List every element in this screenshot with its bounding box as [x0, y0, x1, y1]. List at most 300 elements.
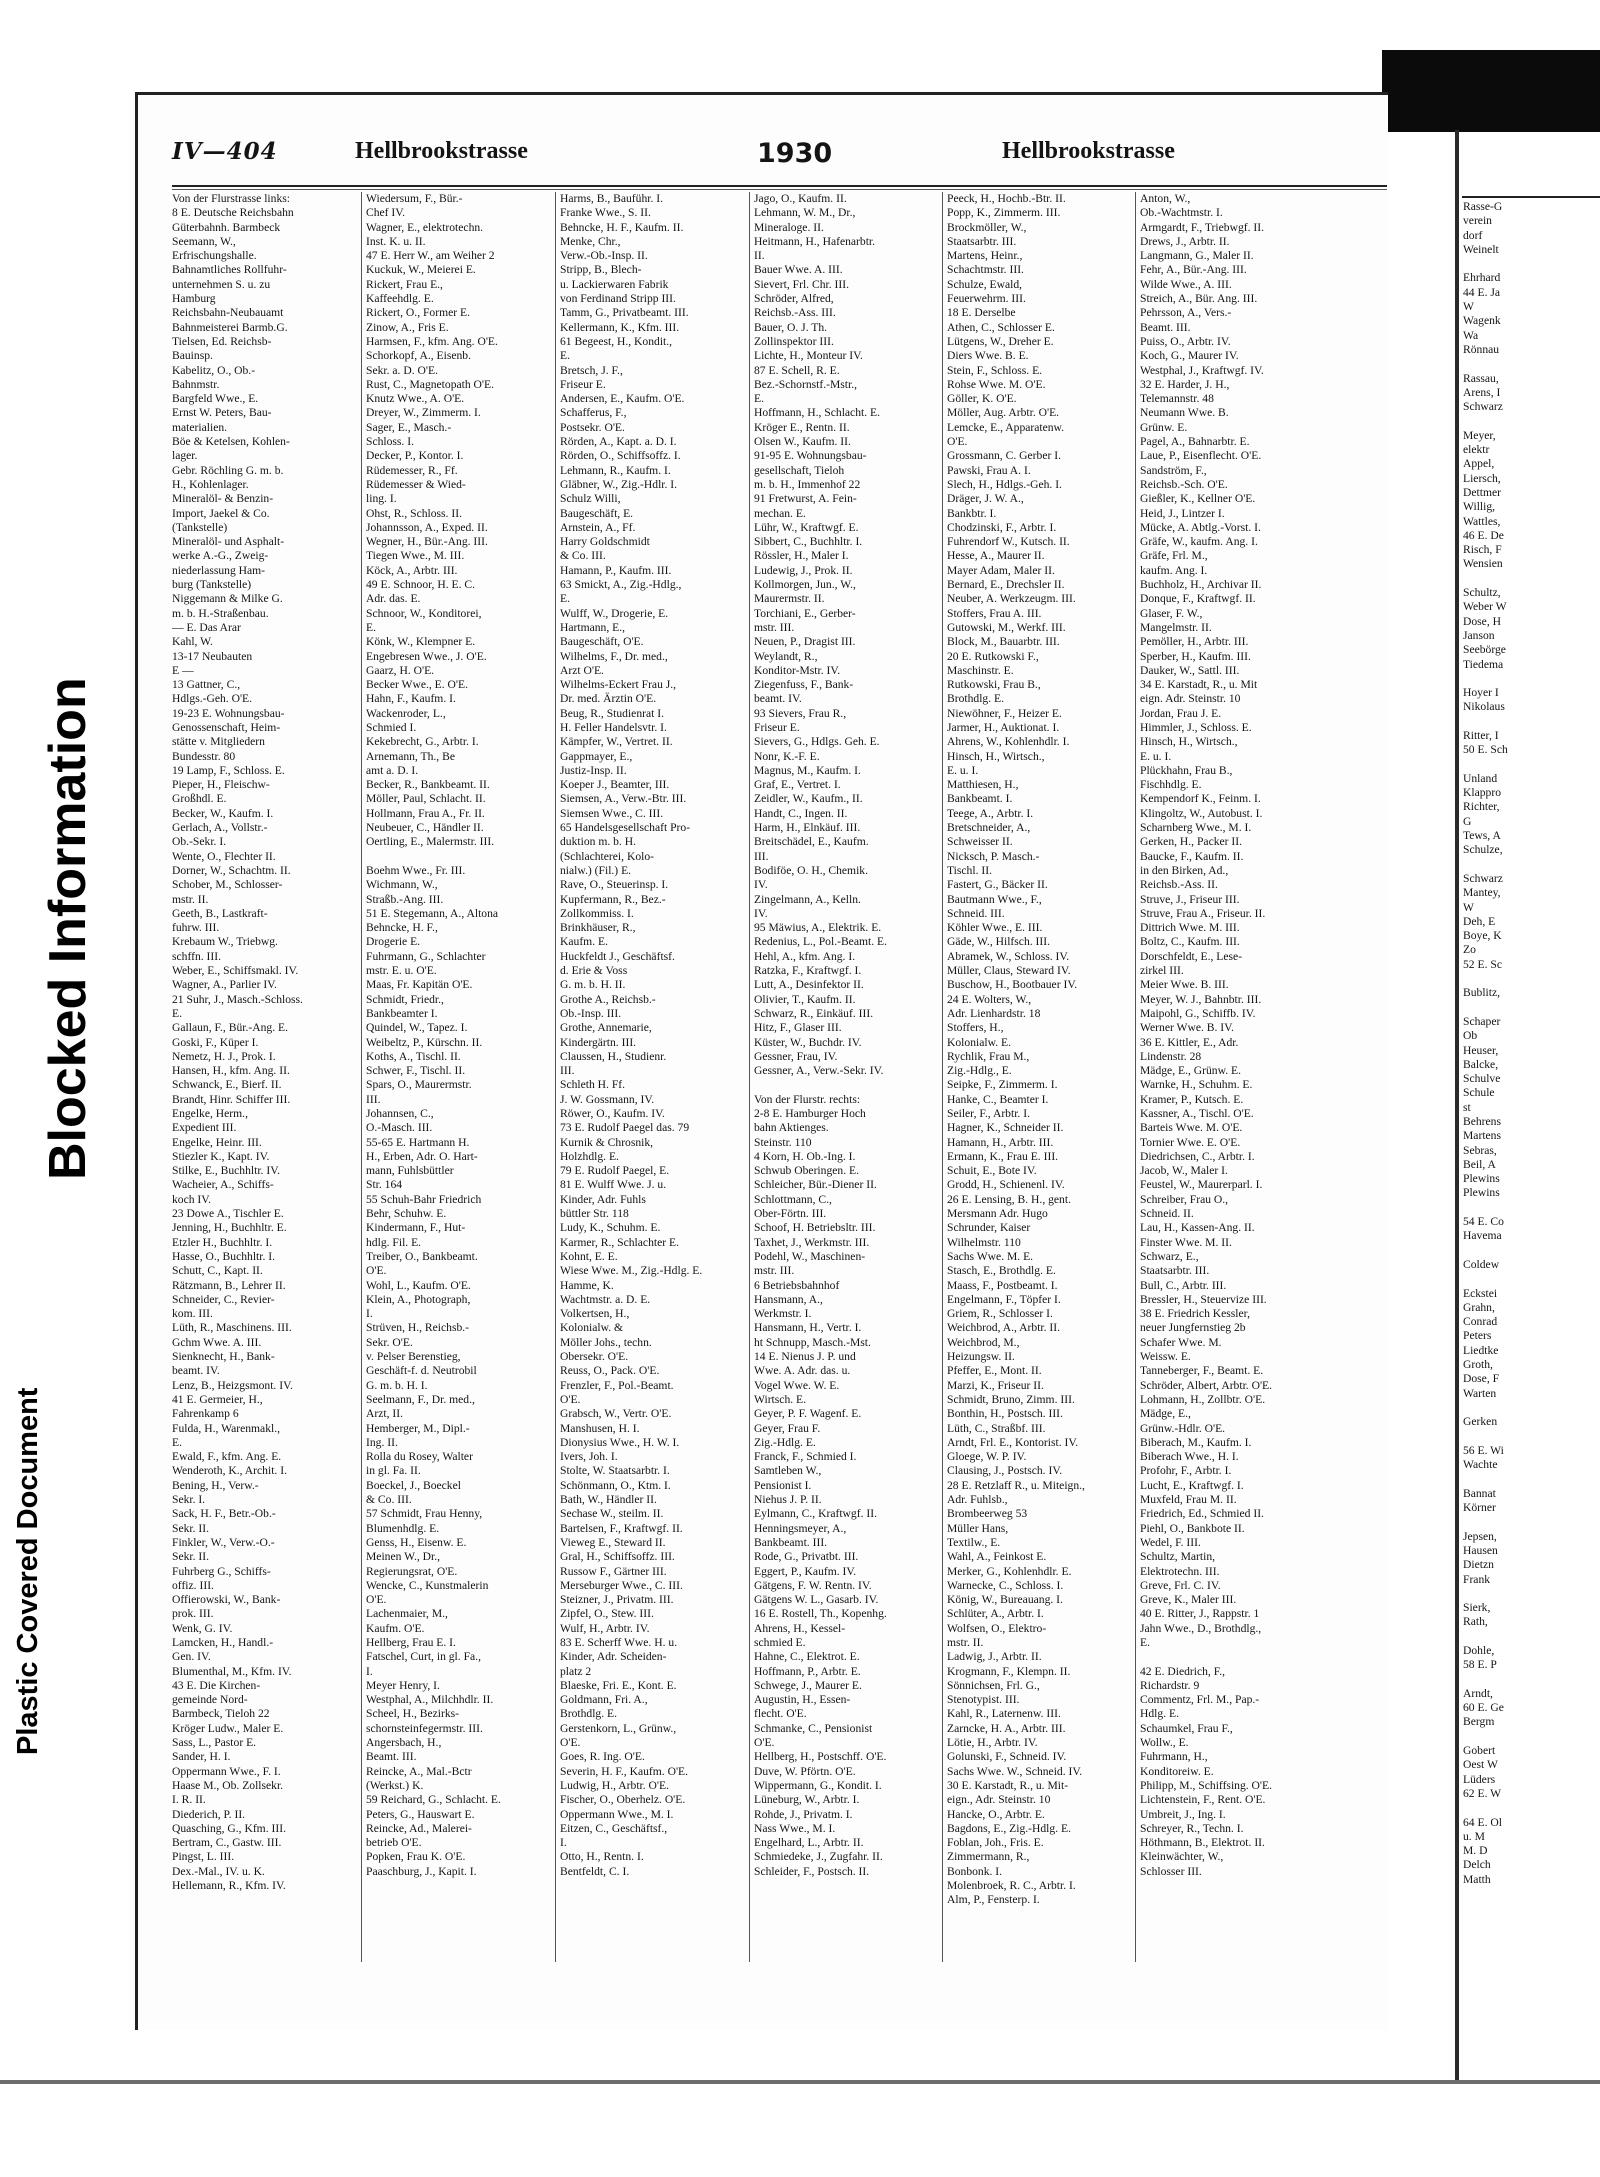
directory-entry-line: 16 E. Rostell, Th., Kopenhg. — [754, 1607, 887, 1621]
directory-entry-line: Schaumkel, Frau F., — [1140, 1721, 1233, 1735]
facing-page-line: 56 E. Wi — [1463, 1443, 1504, 1457]
directory-entry-line: Gallaun, F., Bür.-Ang. E. — [172, 1021, 288, 1035]
directory-entry-line: Heizungsw. II. — [947, 1350, 1015, 1364]
facing-page-line: Schaper — [1463, 1014, 1501, 1028]
directory-entry-line: Staatsarbtr. III. — [1140, 1264, 1210, 1278]
directory-entry-line: Westphal, A., Milchhdlr. II. — [366, 1693, 494, 1707]
directory-entry-line: Schwub Oberingen. E. — [754, 1164, 859, 1178]
facing-page-line — [1463, 1272, 1600, 1286]
directory-entry-line: Lamcken, H., Handl.- — [172, 1635, 274, 1649]
directory-entry-line: Wichmann, W., — [366, 878, 438, 892]
scan-bottom-edge — [0, 2080, 1600, 2084]
directory-entry-line: Popken, Frau K. O'E. — [366, 1850, 466, 1864]
directory-entry-line: Huckfeldt J., Geschäftsf. — [560, 949, 675, 963]
directory-entry-line: Severin, H. F., Kaufm. O'E. — [560, 1764, 689, 1778]
directory-entry-line: Schmied I. — [366, 720, 417, 734]
directory-entry-line: niederlassung Ham- — [172, 563, 266, 577]
directory-entry-line: werke A.-G., Zweig- — [172, 549, 269, 563]
directory-entry-line: 21 Suhr, J., Masch.-Schloss. — [172, 992, 303, 1006]
directory-entry-line: E — — [172, 663, 194, 677]
directory-entry-line: Hoffmann, H., Schlacht. E. — [754, 406, 881, 420]
directory-entry-line: Mücke, A. Abtlg.-Vorst. I. — [1140, 520, 1261, 534]
directory-entry-line: materialien. — [172, 420, 228, 434]
directory-entry-line — [1140, 1650, 1322, 1664]
directory-entry-line: Küster, W., Buchdr. IV. — [754, 1035, 862, 1049]
directory-entry-line: Ivers, Joh. I. — [560, 1450, 618, 1464]
directory-entry-line: Meyer, W. J., Bahnbtr. III. — [1140, 992, 1262, 1006]
directory-entry-line: Kempendorf K., Feinm. I. — [1140, 792, 1261, 806]
directory-entry-line: Bening, H., Verw.- — [172, 1478, 259, 1492]
directory-entry-line: von Ferdinand Stripp III. — [560, 292, 676, 306]
directory-entry-line: Scharnberg Wwe., M. I. — [1140, 821, 1252, 835]
directory-entry-line: Reichsb.-Ass. III. — [754, 306, 836, 320]
directory-entry-line: Koths, A., Tischl. II. — [366, 1049, 461, 1063]
directory-entry-line: Nass Wwe., M. I. — [754, 1821, 836, 1835]
directory-entry-line: Blumenhdlg. E. — [366, 1521, 440, 1535]
directory-entry-line: Russow F., Gärtner III. — [560, 1564, 667, 1578]
directory-entry-line: Krogmann, F., Klempn. II. — [947, 1664, 1071, 1678]
directory-column-1 — [172, 192, 354, 1962]
directory-entry-line: Schnoor, W., Konditorei, — [366, 606, 482, 620]
facing-page-line: 54 E. Co — [1463, 1215, 1504, 1229]
directory-entry-line: Diederich, P. II. — [172, 1807, 246, 1821]
facing-page-line: Dose, F — [1463, 1372, 1500, 1386]
directory-entry-line: Ing. II. — [366, 1435, 398, 1449]
facing-page-line: Schwarz — [1463, 400, 1503, 414]
directory-entry-line: Baugeschäft, O'E. — [560, 635, 644, 649]
directory-entry-line: kaufm. Ang. I. — [1140, 563, 1208, 577]
directory-entry-line: Heid, J., Lintzer I. — [1140, 506, 1225, 520]
directory-entry-line: Behncke, H. F., — [366, 921, 438, 935]
directory-entry-line: Vogel Wwe. W. E. — [754, 1378, 840, 1392]
directory-entry-line: Sievert, Frl. Chr. III. — [754, 277, 849, 291]
directory-entry-line: Wiese Wwe. M., Zig.-Hdlg. E. — [560, 1264, 703, 1278]
directory-entry-line: Schloss. I. — [366, 435, 414, 449]
directory-entry-line: Zeidler, W., Kaufm., II. — [754, 792, 863, 806]
directory-entry-line: & Co. III. — [560, 549, 606, 563]
directory-entry-line: Boltz, C., Kaufm. III. — [1140, 935, 1240, 949]
directory-entry-line: Lütgens, W., Dreher E. — [947, 334, 1054, 348]
directory-entry-line: Umbreit, J., Ing. I. — [1140, 1807, 1226, 1821]
directory-entry-line: Weichbrod, A., Arbtr. II. — [947, 1321, 1061, 1335]
directory-entry-line: Rolla du Rosey, Walter — [366, 1450, 473, 1464]
facing-page-line: Dettmer — [1463, 485, 1501, 499]
directory-entry-line: platz 2 — [560, 1664, 592, 1678]
directory-entry-line: Seiler, F., Arbtr. I. — [947, 1107, 1030, 1120]
directory-entry-line: Expedient III. — [172, 1121, 237, 1135]
directory-entry-line: Wilhelms, F., Dr. med., — [560, 649, 668, 663]
directory-entry-line: betrieb O'E. — [366, 1836, 422, 1850]
directory-entry-line: Hellberg, Frau E. I. — [366, 1635, 456, 1649]
facing-page-line: elektr — [1463, 443, 1490, 457]
directory-entry-line: mechan. E. — [754, 506, 806, 520]
directory-entry-line: Bautmann Wwe., F., — [947, 892, 1042, 906]
directory-entry-line: Könk, W., Klempner E. — [366, 635, 476, 649]
directory-entry-line: Bentfeldt, C. I. — [560, 1864, 630, 1878]
directory-entry-line: Straßb.-Ang. III. — [366, 892, 444, 906]
directory-entry-line: Pemöller, H., Arbtr. III. — [1140, 635, 1249, 649]
directory-entry-line: Zingelmann, A., Kelln. — [754, 892, 861, 906]
directory-entry-line: Jacob, W., Maler I. — [1140, 1164, 1228, 1178]
directory-entry-line: Bahnamtliches Rollfuhr- — [172, 263, 287, 277]
page-gutter-edge — [1455, 130, 1459, 2080]
facing-page-line: Appel, — [1463, 457, 1495, 471]
directory-entry-line: Rössler, H., Maler I. — [754, 549, 849, 563]
directory-entry-line: Genossenschaft, Heim- — [172, 720, 281, 734]
directory-entry-line: Lötie, H., Arbtr. IV. — [947, 1736, 1038, 1750]
directory-entry-line: E. — [1140, 1635, 1150, 1649]
directory-entry-line: Peeck, H., Hochb.-Btr. II. — [947, 192, 1066, 205]
directory-entry-line: Ob.-Wachtmstr. I. — [1140, 206, 1223, 220]
directory-entry-line: Ob.-Sekr. I. — [172, 835, 227, 849]
directory-entry-line: Ziegenfuss, F., Bank- — [754, 678, 854, 692]
facing-page-line: Hausen — [1463, 1543, 1498, 1557]
directory-entry-line: Tischl. II. — [947, 863, 992, 877]
facing-page-line: Matth — [1463, 1872, 1491, 1886]
directory-entry-line: Verw.-Ob.-Insp. II. — [560, 249, 648, 263]
directory-entry-line: neuer Jungfernstieg 2b — [1140, 1321, 1246, 1335]
directory-entry-line: eign. Adr. Steinstr. 10 — [1140, 692, 1241, 706]
facing-page-line — [1463, 1673, 1600, 1687]
directory-entry-line: Von der Flurstr. rechts: — [754, 1092, 861, 1106]
directory-entry-line: Wirtsch. E. — [754, 1392, 807, 1406]
directory-entry-line: 42 E. Diedrich, F., — [1140, 1664, 1226, 1678]
directory-entry-line: 34 E. Karstadt, R., u. Mit — [1140, 678, 1258, 692]
facing-page-line: Mantey, — [1463, 886, 1501, 900]
directory-entry-line: Stilke, E., Buchhltr. IV. — [172, 1164, 280, 1178]
directory-entry-line: Augustin, H., Essen- — [754, 1693, 851, 1707]
directory-entry-line: Eitzen, C., Geschäftsf., — [560, 1821, 668, 1835]
directory-entry-line: Koch, G., Maurer IV. — [1140, 349, 1239, 363]
directory-entry-line: Muxfeld, Frau M. II. — [1140, 1493, 1237, 1507]
directory-entry-line: Lenz, B., Heizgsmont. IV. — [172, 1378, 293, 1392]
facing-page-line: Wensien — [1463, 557, 1503, 571]
directory-entry-line: Fuhrendorf W., Kutsch. II. — [947, 535, 1070, 549]
directory-entry-line: Warnke, H., Schuhm. E. — [1140, 1078, 1253, 1092]
directory-entry-line: Ohst, R., Schloss. II. — [366, 506, 462, 520]
directory-entry-line: Richardstr. 9 — [1140, 1678, 1200, 1692]
directory-entry-line: Dauker, W., Sattl. III. — [1140, 663, 1240, 677]
facing-page-line: Eckstei — [1463, 1286, 1498, 1300]
directory-entry-line: Sekr. II. — [172, 1550, 210, 1564]
directory-entry-line: Clausing, J., Postsch. IV. — [947, 1464, 1063, 1478]
directory-entry-line: Weibeltz, P., Kürschn. II. — [366, 1035, 483, 1049]
directory-entry-line: Lichte, H., Monteur IV. — [754, 349, 863, 363]
directory-entry-line: Wacheier, A., Schiffs- — [172, 1178, 274, 1192]
directory-entry-line: Gen. IV. — [172, 1650, 211, 1664]
directory-entry-line: Maurermstr. II. — [754, 592, 825, 606]
directory-entry-line: Lohmann, H., Zollbtr. O'E. — [1140, 1392, 1266, 1406]
directory-entry-line: Bull, C., Arbtr. III. — [1140, 1278, 1227, 1292]
facing-page-line: Gobert — [1463, 1744, 1496, 1758]
directory-entry-line: O'E. — [947, 435, 968, 449]
directory-entry-line: Arnstein, A., Ff. — [560, 520, 636, 534]
year-title: 1930 — [757, 138, 833, 169]
directory-entry-line: Bahnmeisterei Barmb.G. — [172, 320, 288, 334]
facing-page-line: Schulve — [1463, 1072, 1501, 1086]
plastic-covered-label: Plastic Covered Document — [12, 1387, 44, 1755]
facing-page-line — [1463, 1430, 1600, 1444]
directory-entry-line: Arndt, Frl. E., Kontorist. IV. — [947, 1435, 1079, 1449]
directory-entry-line: Stoffers, Frau A. III. — [947, 606, 1042, 620]
directory-entry-line: Hehl, A., kfm. Ang. I. — [754, 949, 856, 963]
directory-entry-line: Ahrens, W., Kohlenhdlr. I. — [947, 735, 1070, 749]
facing-page-line: Sebras, — [1463, 1143, 1497, 1157]
directory-entry-line: Schwarz, R., Einkäuf. III. — [754, 1006, 874, 1020]
facing-page-line: Bannat — [1463, 1486, 1496, 1500]
street-title-right: Hellbrookstrasse — [1002, 138, 1175, 164]
directory-entry-line: Pingst, L. III. — [172, 1850, 235, 1864]
directory-entry-line: Johannsson, A., Exped. II. — [366, 520, 488, 534]
directory-entry-line: Elektrotechn. III. — [1140, 1564, 1220, 1578]
directory-entry-line: Henningsmeyer, A., — [754, 1521, 847, 1535]
directory-entry-line: 19 Lamp, F., Schloss. E. — [172, 763, 285, 777]
facing-page-line — [1463, 1472, 1600, 1486]
directory-entry-line: Hellemann, R., Kfm. IV. — [172, 1879, 286, 1893]
facing-page-line: Havema — [1463, 1229, 1502, 1243]
directory-entry-line: Schachtmstr. III. — [947, 263, 1024, 277]
directory-entry-line: prok. III. — [172, 1607, 214, 1621]
directory-entry-line: Kindermann, F., Hut- — [366, 1221, 466, 1235]
directory-entry-line: 91-95 E. Wohnungsbau- — [754, 449, 867, 463]
directory-entry-line: Beamt. III. — [366, 1750, 417, 1764]
directory-entry-line: Profohr, F., Arbtr. I. — [1140, 1464, 1232, 1478]
directory-entry-line: Gerlach, A., Vollstr.- — [172, 821, 268, 835]
directory-entry-line: Foblan, Joh., Fris. E. — [947, 1836, 1044, 1850]
facing-page-line: Weinelt — [1463, 242, 1499, 256]
directory-entry-line: Sienknecht, H., Bank- — [172, 1350, 275, 1364]
directory-entry-line: Treiber, O., Bankbeamt. — [366, 1249, 478, 1263]
directory-column-2 — [366, 192, 548, 1962]
facing-page-line: Risch, F — [1463, 543, 1502, 557]
directory-entry-line: Kolonialw. & — [560, 1321, 624, 1335]
directory-entry-line: Bartelsen, F., Kraftwgf. II. — [560, 1521, 683, 1535]
directory-entry-line: v. Pelser Berenstieg, — [366, 1350, 461, 1364]
facing-page-line: Klappro — [1463, 786, 1501, 800]
directory-entry-line: Merker, G., Kohlenhdlr. E. — [947, 1564, 1072, 1578]
directory-entry-line: Wegner, H., Bür.-Ang. III. — [366, 535, 488, 549]
directory-entry-line: Zipfel, O., Stew. III. — [560, 1607, 654, 1621]
directory-entry-line: Feustel, W., Maurerparl. I. — [1140, 1178, 1263, 1192]
directory-entry-line: Manshusen, H. I. — [560, 1421, 640, 1435]
facing-page-line: G — [1463, 814, 1472, 828]
directory-entry-line: Kinder, Adr. Fuhls — [560, 1192, 646, 1206]
directory-entry-line: Dorschfeldt, E., Lese- — [1140, 949, 1243, 963]
directory-entry-line: Wilhelmstr. 110 — [947, 1235, 1021, 1249]
directory-entry-line: Harm, H., Elnkäuf. III. — [754, 821, 861, 835]
directory-entry-line: Güterbahnh. Barmbeck — [172, 220, 281, 234]
directory-entry-line: Handt, C., Ingen. II. — [754, 806, 848, 820]
directory-entry-line: Zig.-Hdlg., E. — [947, 1064, 1012, 1078]
directory-entry-line: Gessner, Frau, IV. — [754, 1049, 838, 1063]
directory-entry-line: Schröder, Albert, Arbtr. O'E. — [1140, 1378, 1273, 1392]
directory-entry-line: Stolte, W. Staatsarbtr. I. — [560, 1464, 670, 1478]
directory-entry-line: Seemann, W., — [172, 234, 236, 248]
directory-entry-line: Bretschneider, A., — [947, 821, 1031, 835]
directory-entry-line: Olivier, T., Kaufm. II. — [754, 992, 856, 1006]
facing-page-line: 46 E. De — [1463, 528, 1504, 542]
facing-page-fragment — [1463, 200, 1600, 2020]
directory-entry-line: Lau, H., Kassen-Ang. II. — [1140, 1221, 1255, 1235]
directory-entry-line: Schleth H. Ff. — [560, 1078, 626, 1092]
directory-entry-line: Nicksch, P. Masch.- — [947, 849, 1040, 863]
directory-entry-line: 83 E. Scherff Wwe. H. u. — [560, 1635, 678, 1649]
directory-entry-line: Schwarz, E., — [1140, 1249, 1199, 1263]
directory-entry-line: Wiedersum, F., Bür.- — [366, 192, 463, 205]
directory-entry-line: Otto, H., Rentn. I. — [560, 1850, 644, 1864]
directory-entry-line: Hesse, A., Maurer II. — [947, 549, 1045, 563]
directory-entry-line: Brothdlg. E. — [947, 692, 1005, 706]
directory-entry-line: Jarmer, H., Auktionat. I. — [947, 720, 1060, 734]
facing-page-line: Arndt, — [1463, 1686, 1493, 1700]
directory-entry-line: Oppermann Wwe., F. I. — [172, 1764, 281, 1778]
facing-page-line: Wattles, — [1463, 514, 1501, 528]
facing-page-line: Boye, K — [1463, 929, 1502, 943]
directory-entry-line: in gl. Fa. II. — [366, 1464, 421, 1478]
facing-page-line: Hoyer I — [1463, 686, 1499, 700]
directory-entry-line: Sechase W., steilm. II. — [560, 1507, 664, 1521]
directory-entry-line: Etzler H., Buchhltr. I. — [172, 1235, 273, 1249]
directory-entry-line: E. — [560, 349, 570, 363]
directory-entry-line: Werner Wwe. B. IV. — [1140, 1021, 1234, 1035]
facing-page-line: 58 E. P — [1463, 1658, 1497, 1672]
directory-entry-line: 26 E. Lensing, B. H., gent. — [947, 1192, 1071, 1206]
directory-entry-line: Neuber, A. Werkzeugm. III. — [947, 592, 1076, 606]
directory-entry-line: Greve, K., Maler III. — [1140, 1593, 1237, 1607]
directory-entry-line: III. — [366, 1092, 381, 1106]
directory-entry-line: Alm, P., Fensterp. I. — [947, 1893, 1040, 1907]
facing-page-line — [1463, 1730, 1600, 1744]
directory-entry-line: Hasse, O., Buchhltr. I. — [172, 1249, 276, 1263]
directory-entry-line: Lindenstr. 28 — [1140, 1049, 1202, 1063]
directory-entry-line: 49 E. Schnoor, H. E. C. — [366, 578, 476, 592]
directory-entry-line: Kröger E., Rentn. II. — [754, 420, 850, 434]
directory-entry-line: II. — [754, 249, 765, 263]
directory-entry-line: Drews, J., Arbtr. II. — [1140, 234, 1230, 248]
directory-entry-line: I. — [366, 1307, 373, 1321]
directory-entry-line: Armgardt, F., Triebwgf. II. — [1140, 220, 1265, 234]
facing-page-line: st — [1463, 1100, 1471, 1114]
directory-entry-line: Olsen W., Kaufm. II. — [754, 435, 851, 449]
scanner-black-bar — [1382, 50, 1600, 132]
directory-entry-line: Wilde Wwe., A. III. — [1140, 277, 1232, 291]
directory-entry-line: Pagel, A., Bahnarbtr. E. — [1140, 435, 1250, 449]
directory-entry-line: Wulff, W., Drogerie, E. — [560, 606, 669, 620]
facing-page-line: Tiedema — [1463, 657, 1504, 671]
directory-entry-line: Behncke, H. F., Kaufm. II. — [560, 220, 684, 234]
directory-entry-line: Sekr. I. — [172, 1493, 206, 1507]
directory-entry-line: Hinsch, H., Wirtsch., — [947, 749, 1045, 763]
directory-entry-line: Claussen, H., Studienr. — [560, 1049, 667, 1063]
directory-entry-line: (Tankstelle) — [172, 520, 228, 534]
directory-entry-line: Haase M., Ob. Zollsekr. — [172, 1778, 284, 1792]
directory-entry-line: Schoof, H. Betriebsltr. III. — [754, 1221, 876, 1235]
directory-entry-line: Becker Wwe., E. O'E. — [366, 678, 468, 692]
directory-entry-line: Strüven, H., Reichsb.- — [366, 1321, 470, 1335]
directory-entry-line: I. — [366, 1664, 373, 1678]
directory-entry-line: Offierowski, W., Bank- — [172, 1593, 281, 1607]
directory-entry-line: Wenk, G. IV. — [172, 1621, 233, 1635]
directory-entry-line: burg (Tankstelle) — [172, 578, 252, 592]
directory-entry-line: H., Kohlenlager. — [172, 477, 249, 491]
directory-entry-line: Mayer Adam, Maler II. — [947, 563, 1055, 577]
directory-entry-line: Schwege, J., Maurer E. — [754, 1678, 862, 1692]
directory-entry-line: Kaffeehdlg. E. — [366, 292, 434, 306]
directory-entry-line: Werkmstr. I. — [754, 1307, 812, 1321]
directory-entry-line: Schmanke, C., Pensionist — [754, 1721, 873, 1735]
directory-entry-line: Gloege, W. P. IV. — [947, 1450, 1027, 1464]
directory-entry-line: Lucht, E., Kraftwgf. I. — [1140, 1478, 1244, 1492]
directory-entry-line: O'E. — [366, 1264, 387, 1278]
directory-entry-line: Finster Wwe. M. II. — [1140, 1235, 1232, 1249]
directory-entry-line: Rutkowski, Frau B., — [947, 678, 1041, 692]
directory-entry-line: Hemberger, M., Dipl.- — [366, 1421, 470, 1435]
directory-entry-line: Bath, W., Händler II. — [560, 1493, 657, 1507]
directory-entry-line: Meinen W., Dr., — [366, 1550, 441, 1564]
facing-page-line: 52 E. Sc — [1463, 957, 1502, 971]
directory-entry-line: Adr. Fuhlsb., — [947, 1493, 1008, 1507]
directory-entry-line: Neumann Wwe. B. — [1140, 406, 1229, 420]
directory-entry-line: Bankbeamt. I. — [947, 792, 1013, 806]
directory-entry-line: 65 Handelsgesellschaft Pro- — [560, 821, 691, 835]
directory-entry-line: Blumenthal, M., Kfm. IV. — [172, 1664, 292, 1678]
directory-entry-line: Scheel, H., Bezirks- — [366, 1707, 460, 1721]
directory-entry-line: Kohnt, E. E. — [560, 1249, 618, 1263]
directory-entry-line: Sperber, H., Kaufm. III. — [1140, 649, 1251, 663]
directory-entry-line: 20 E. Rutkowski F., — [947, 649, 1039, 663]
directory-entry-line: I. R. II. — [172, 1793, 206, 1807]
facing-page-line — [1463, 1801, 1600, 1815]
directory-entry-line: Bodiföe, O. H., Chemik. — [754, 863, 868, 877]
directory-entry-line: Hartmann, E., — [560, 620, 626, 634]
directory-entry-line: ling. I. — [366, 492, 397, 506]
directory-entry-line: Rüdemesser, R., Ff. — [366, 463, 458, 477]
directory-entry-line: G. m. b. H. II. — [560, 978, 626, 992]
directory-entry-line: Redenius, L., Pol.-Beamt. E. — [754, 935, 887, 949]
directory-entry-line: Fischhdlg. E. — [1140, 778, 1202, 792]
directory-entry-line: 57 Schmidt, Frau Henny, — [366, 1507, 483, 1521]
directory-entry-line: 24 E. Wolters, W., — [947, 992, 1032, 1006]
directory-entry-line: Becker, W., Kaufm. I. — [172, 806, 274, 820]
directory-entry-line: Buchholz, H., Archivar II. — [1140, 578, 1262, 592]
directory-entry-line: Torchiani, E., Gerber- — [754, 606, 856, 620]
directory-entry-line: stätte v. Mitgliedern — [172, 735, 265, 749]
directory-entry-line: Sandström, F., — [1140, 463, 1207, 477]
directory-entry-line: Gral, H., Schiffsoffz. III. — [560, 1550, 675, 1564]
directory-entry-line: Sander, H. I. — [172, 1750, 231, 1764]
directory-entry-line: bahn Aktienges. — [754, 1121, 829, 1135]
directory-entry-line: Klingoltz, W., Autobust. I. — [1140, 806, 1263, 820]
directory-entry-line: Hoffmann, P., Arbtr. E. — [754, 1664, 861, 1678]
facing-page-line — [1463, 1515, 1600, 1529]
directory-entry-line: (Werkst.) K. — [366, 1778, 424, 1792]
facing-page-line: Zo — [1463, 943, 1476, 957]
facing-page-line: Warten — [1463, 1386, 1497, 1400]
directory-entry-line: Biberach Wwe., H. I. — [1140, 1450, 1239, 1464]
directory-entry-line: Wilhelms-Eckert Frau J., — [560, 678, 677, 692]
directory-entry-line: E. u. I. — [1140, 749, 1172, 763]
directory-entry-line: Lachenmaier, M., — [366, 1607, 448, 1621]
directory-entry-line: Grothe, Annemarie, — [560, 1021, 652, 1035]
directory-entry-line: 61 Begeest, H., Kondit., — [560, 334, 673, 348]
directory-entry-line: Ludwig, H., Arbtr. O'E. — [560, 1778, 670, 1792]
directory-entry-line: 95 Mäwius, A., Elektrik. E. — [754, 921, 882, 935]
directory-entry-line: Grodd, H., Schienenl. IV. — [947, 1178, 1065, 1192]
directory-entry-line: Greve, Frl. C. IV. — [1140, 1578, 1221, 1592]
directory-entry-line: Ludy, K., Schuhm. E. — [560, 1221, 661, 1235]
directory-entry-line: Eylmann, C., Kraftwgf. II. — [754, 1507, 877, 1521]
directory-entry-line: Dionysius Wwe., H. W. I. — [560, 1435, 680, 1449]
